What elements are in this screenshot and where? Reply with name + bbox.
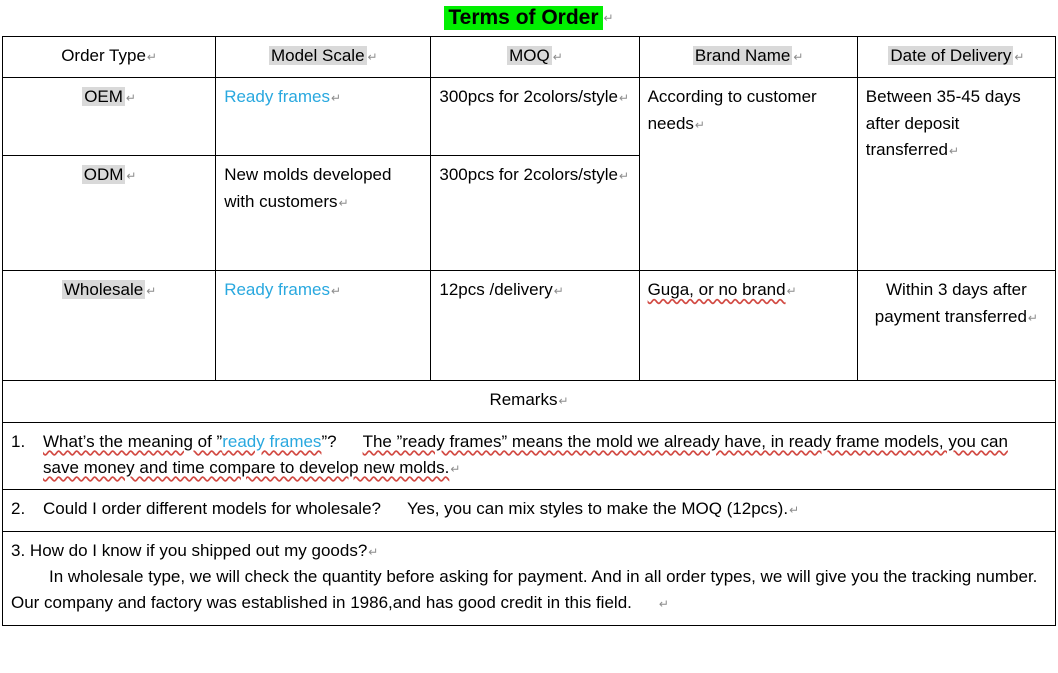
page-title: Terms of Order [444,6,602,30]
remark-answer-line [11,564,1047,617]
pilcrow-mark: ↵ [125,91,136,106]
cell-date-of-delivery-wholesale [857,271,1055,381]
remark-question-suffix: ”? [321,431,337,451]
remark-question: How do I know if you shipped out my goods? [29,540,368,560]
cell-moq-odm [431,156,639,271]
pilcrow-mark: ↵ [658,597,669,612]
cell-moq-oem [431,78,639,156]
cell-model-scale-wholesale [216,271,431,381]
cell-text: Ready frames [224,87,331,107]
cell-order-type-oem [3,78,216,156]
remarks-row-3 [3,531,1056,625]
remark-body [43,496,1047,522]
pilcrow-mark: ↵ [331,91,342,106]
pilcrow-mark: ↵ [553,284,564,299]
table-header-brand-name [639,37,857,78]
remark-answer: The ”ready frames” means the mold we already have, in ready frame models, you can save money and time compare to develop new molds. [43,431,1008,478]
table-header-date-of-delivery [857,37,1055,78]
pilcrow-mark: ↵ [793,50,804,64]
cell-text: According to customer needs [647,87,817,133]
cell-text: Within 3 days after payment transferred [874,280,1027,326]
pilcrow-mark: ↵ [948,144,960,159]
pilcrow-mark: ↵ [552,50,563,64]
cell-brand-name-wholesale [639,271,857,381]
table-header-model-scale [216,37,431,78]
table-row [3,271,1056,381]
header-label: Date of Delivery [890,46,1012,65]
remark-question-line [11,538,1047,564]
remark-question-term: ready frames [222,431,322,451]
remarks-header-row [3,381,1056,422]
pilcrow-mark: ↵ [450,462,461,477]
pilcrow-mark: ↵ [1027,310,1038,325]
remarks-label-text: Remarks [489,390,558,410]
remark-number: 1. [11,431,26,451]
remark-number: 2. [11,499,26,519]
remark-answer: Yes, you can mix styles to make the MOQ (12pcs). [406,499,789,519]
cell-order-type-wholesale [3,271,216,381]
pilcrow-mark: ↵ [603,11,614,25]
pilcrow-mark: ↵ [338,195,349,210]
table-header-moq [431,37,639,78]
pilcrow-mark: ↵ [331,284,342,299]
header-label: Brand Name [694,46,791,65]
cell-text: ODM [83,165,124,185]
cell-text: 12pcs /delivery [439,280,553,300]
pilcrow-mark: ↵ [786,284,797,299]
remark-question-prefix: What’s the meaning of ” [43,431,223,451]
cell-text: 300pcs for 2colors/style [439,165,618,185]
remark-question: Could I order different models for wholesale? [43,499,381,519]
pilcrow-mark: ↵ [558,394,569,409]
pilcrow-mark: ↵ [694,117,705,132]
remark-item-2 [3,490,1056,531]
cell-text: Wholesale [63,280,144,300]
table-header-order-type [3,37,216,78]
cell-text: 300pcs for 2colors/style [439,87,618,107]
cell-text: Between 35-45 days after deposit transferred [865,87,1021,160]
header-label: Model Scale [270,46,365,65]
remark-number: 3. [11,540,26,560]
remark-answer: In wholesale type, we will check the quantity before asking for payment. And in all order types, we will give you the tracking number. Our company and factory was established in 1986,and has good credit in this field. [11,567,1038,613]
cell-text: Guga, or no brand [647,280,786,300]
pilcrow-mark: ↵ [367,50,378,64]
table-row [3,78,1056,156]
header-label: MOQ [509,46,550,65]
cell-text: OEM [84,87,123,107]
pilcrow-mark: ↵ [146,284,157,299]
remark-item-3 [3,531,1056,625]
remarks-row-2 [3,490,1056,531]
remark-item-1 [3,422,1056,490]
cell-text: New molds developed with customers [224,165,392,211]
remarks-row-1 [3,422,1056,490]
pilcrow-mark: ↵ [146,50,157,64]
pilcrow-mark: ↵ [789,503,800,518]
cell-text: Ready frames [224,280,331,300]
cell-model-scale-odm [216,156,431,271]
pilcrow-mark: ↵ [368,544,379,559]
pilcrow-mark: ↵ [618,91,630,106]
pilcrow-mark: ↵ [1014,50,1025,64]
pilcrow-mark: ↵ [126,169,137,184]
cell-date-of-delivery-oem-odm [857,78,1055,271]
pilcrow-mark: ↵ [618,169,630,184]
cell-brand-name-oem-odm [639,78,857,271]
terms-table [2,36,1056,626]
table-header-row [3,37,1056,78]
cell-moq-wholesale [431,271,639,381]
cell-order-type-odm [3,156,216,271]
remarks-label [3,381,1056,422]
cell-model-scale-oem [216,78,431,156]
remark-body [43,429,1047,482]
title-row [0,0,1058,36]
header-label: Order Type [61,46,146,65]
